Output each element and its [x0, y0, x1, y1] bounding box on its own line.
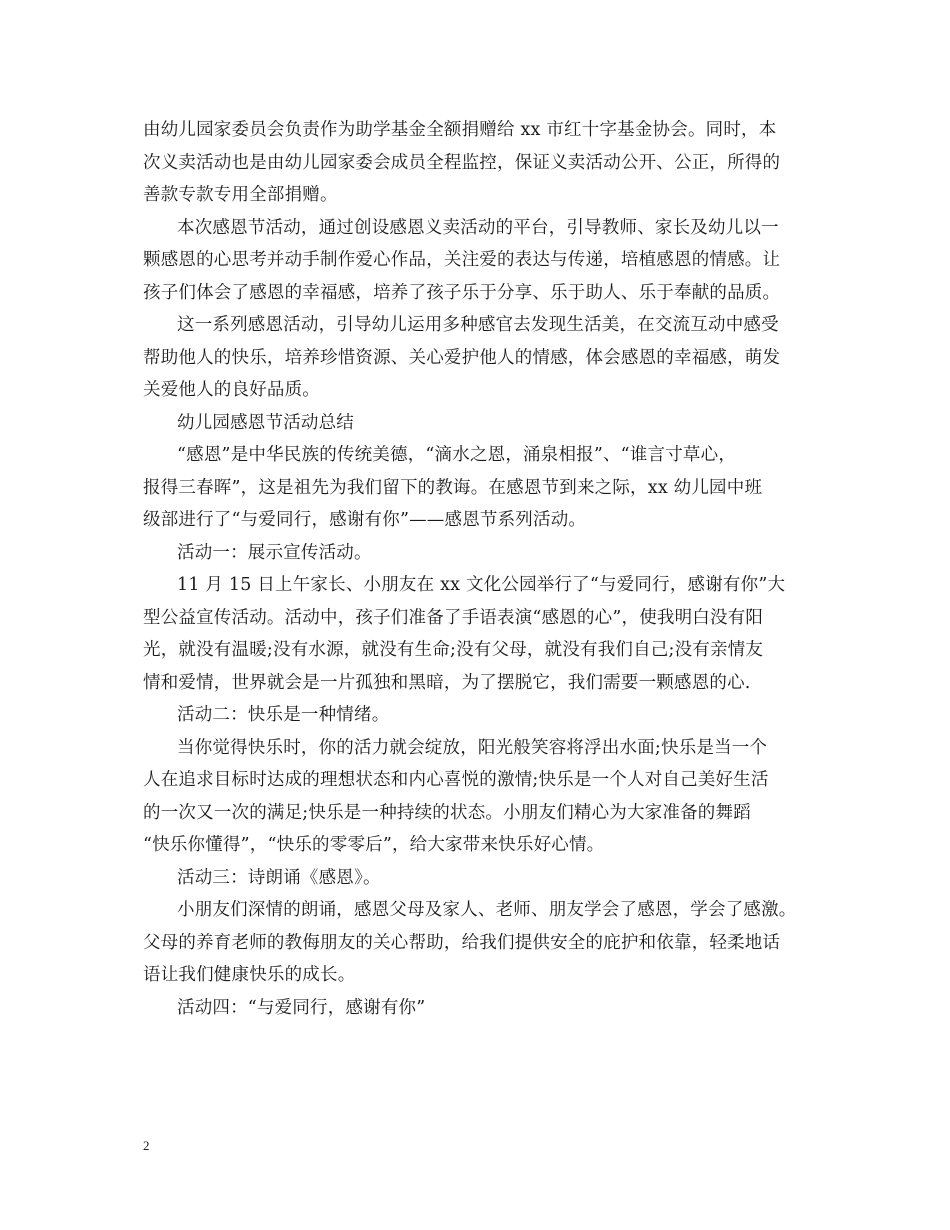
text-line: “感恩”是中华民族的传统美德，“滴水之恩，涌泉相报”、“谁言寸草心，: [177, 445, 737, 465]
text-line: 帮助他人的快乐，培养珍惜资源、关心爱护他人的情感，体会感恩的幸福感，萌发: [143, 347, 781, 368]
text-line: 关爱他人的良好品质。: [143, 380, 320, 400]
text-line: 型公益宣传活动。活动中，孩子们准备了手语表演“感恩的心”，使我明白没有阳: [143, 607, 764, 628]
text-line: 光，就没有温暖;没有水源，就没有生命;没有父母，就没有我们自己;没有亲情友: [143, 640, 764, 660]
text-line: 活动一：展示宣传活动。: [177, 542, 372, 563]
text-line: “快乐你懂得”，“快乐的零零后”，给大家带来快乐好心情。: [143, 835, 605, 855]
text-line: 次义卖活动也是由幼儿园家委会成员全程监控，保证义卖活动公开、公正，所得的: [143, 152, 781, 173]
text-line: 的一次又一次的满足;快乐是一种持续的状态。小朋友们精心为大家准备的舞蹈: [143, 802, 751, 823]
document-body: [143, 114, 813, 1024]
text-line: 善款专款专用全部捐赠。: [143, 185, 338, 205]
text-line: 这一系列感恩活动，引导幼儿运用多种感官去发现生活美，在交流互动中感受: [177, 315, 779, 335]
text-line: 11 月 15 日上午家长、小朋友在 xx 文化公园举行了“与爱同行，感谢有你”大: [177, 575, 786, 595]
text-line: 当你觉得快乐时，你的活力就会绽放，阳光般笑容将浮出水面;快乐是当一个: [177, 737, 768, 758]
text-line: 活动四：“与爱同行，感谢有你”: [177, 997, 426, 1018]
text-line: 语让我们健康快乐的成长。: [143, 965, 356, 985]
text-line: 情和爱情，世界就会是一片孤独和黑暗，为了摆脱它，我们需要一颗感恩的心.: [143, 672, 751, 693]
text-line: 报得三春晖”，这是祖先为我们留下的教诲。在感恩节到来之际，xx 幼儿园中班: [143, 477, 763, 498]
text-line: 本次感恩节活动，通过创设感恩义卖活动的平台，引导教师、家长及幼儿以一: [177, 217, 779, 238]
text-line: 人在追求目标时达成的理想状态和内心喜悦的激情;快乐是一个人对自己美好生活: [143, 770, 769, 790]
text-line: 颗感恩的心思考并动手制作爱心作品，关注爱的表达与传递，培植感恩的情感。让: [143, 250, 781, 270]
text-line: 级部进行了“与爱同行，感谢有你”——感恩节系列活动。: [143, 510, 587, 530]
page-number: 2: [143, 1138, 150, 1153]
text-line: 活动三：诗朗诵《感恩》。: [177, 867, 381, 888]
text-line: 由幼儿园家委员会负责作为助学基金全额捐赠给 xx 市红十字基金协会。同时，本: [143, 120, 777, 140]
text-line: 父母的养育老师的教侮朋友的关心帮助，给我们提供安全的庇护和依靠，轻柔地话: [143, 932, 781, 953]
text-line: 小朋友们深情的朗诵，感恩父母及家人、老师、朋友学会了感恩，学会了感激。: [177, 900, 797, 920]
text-line: 孩子们体会了感恩的幸福感，培养了孩子乐于分享、乐于助人、乐于奉献的品质。: [143, 282, 781, 303]
text-line: 活动二：快乐是一种情绪。: [177, 705, 390, 725]
text-line: 幼儿园感恩节活动总结: [177, 412, 354, 433]
